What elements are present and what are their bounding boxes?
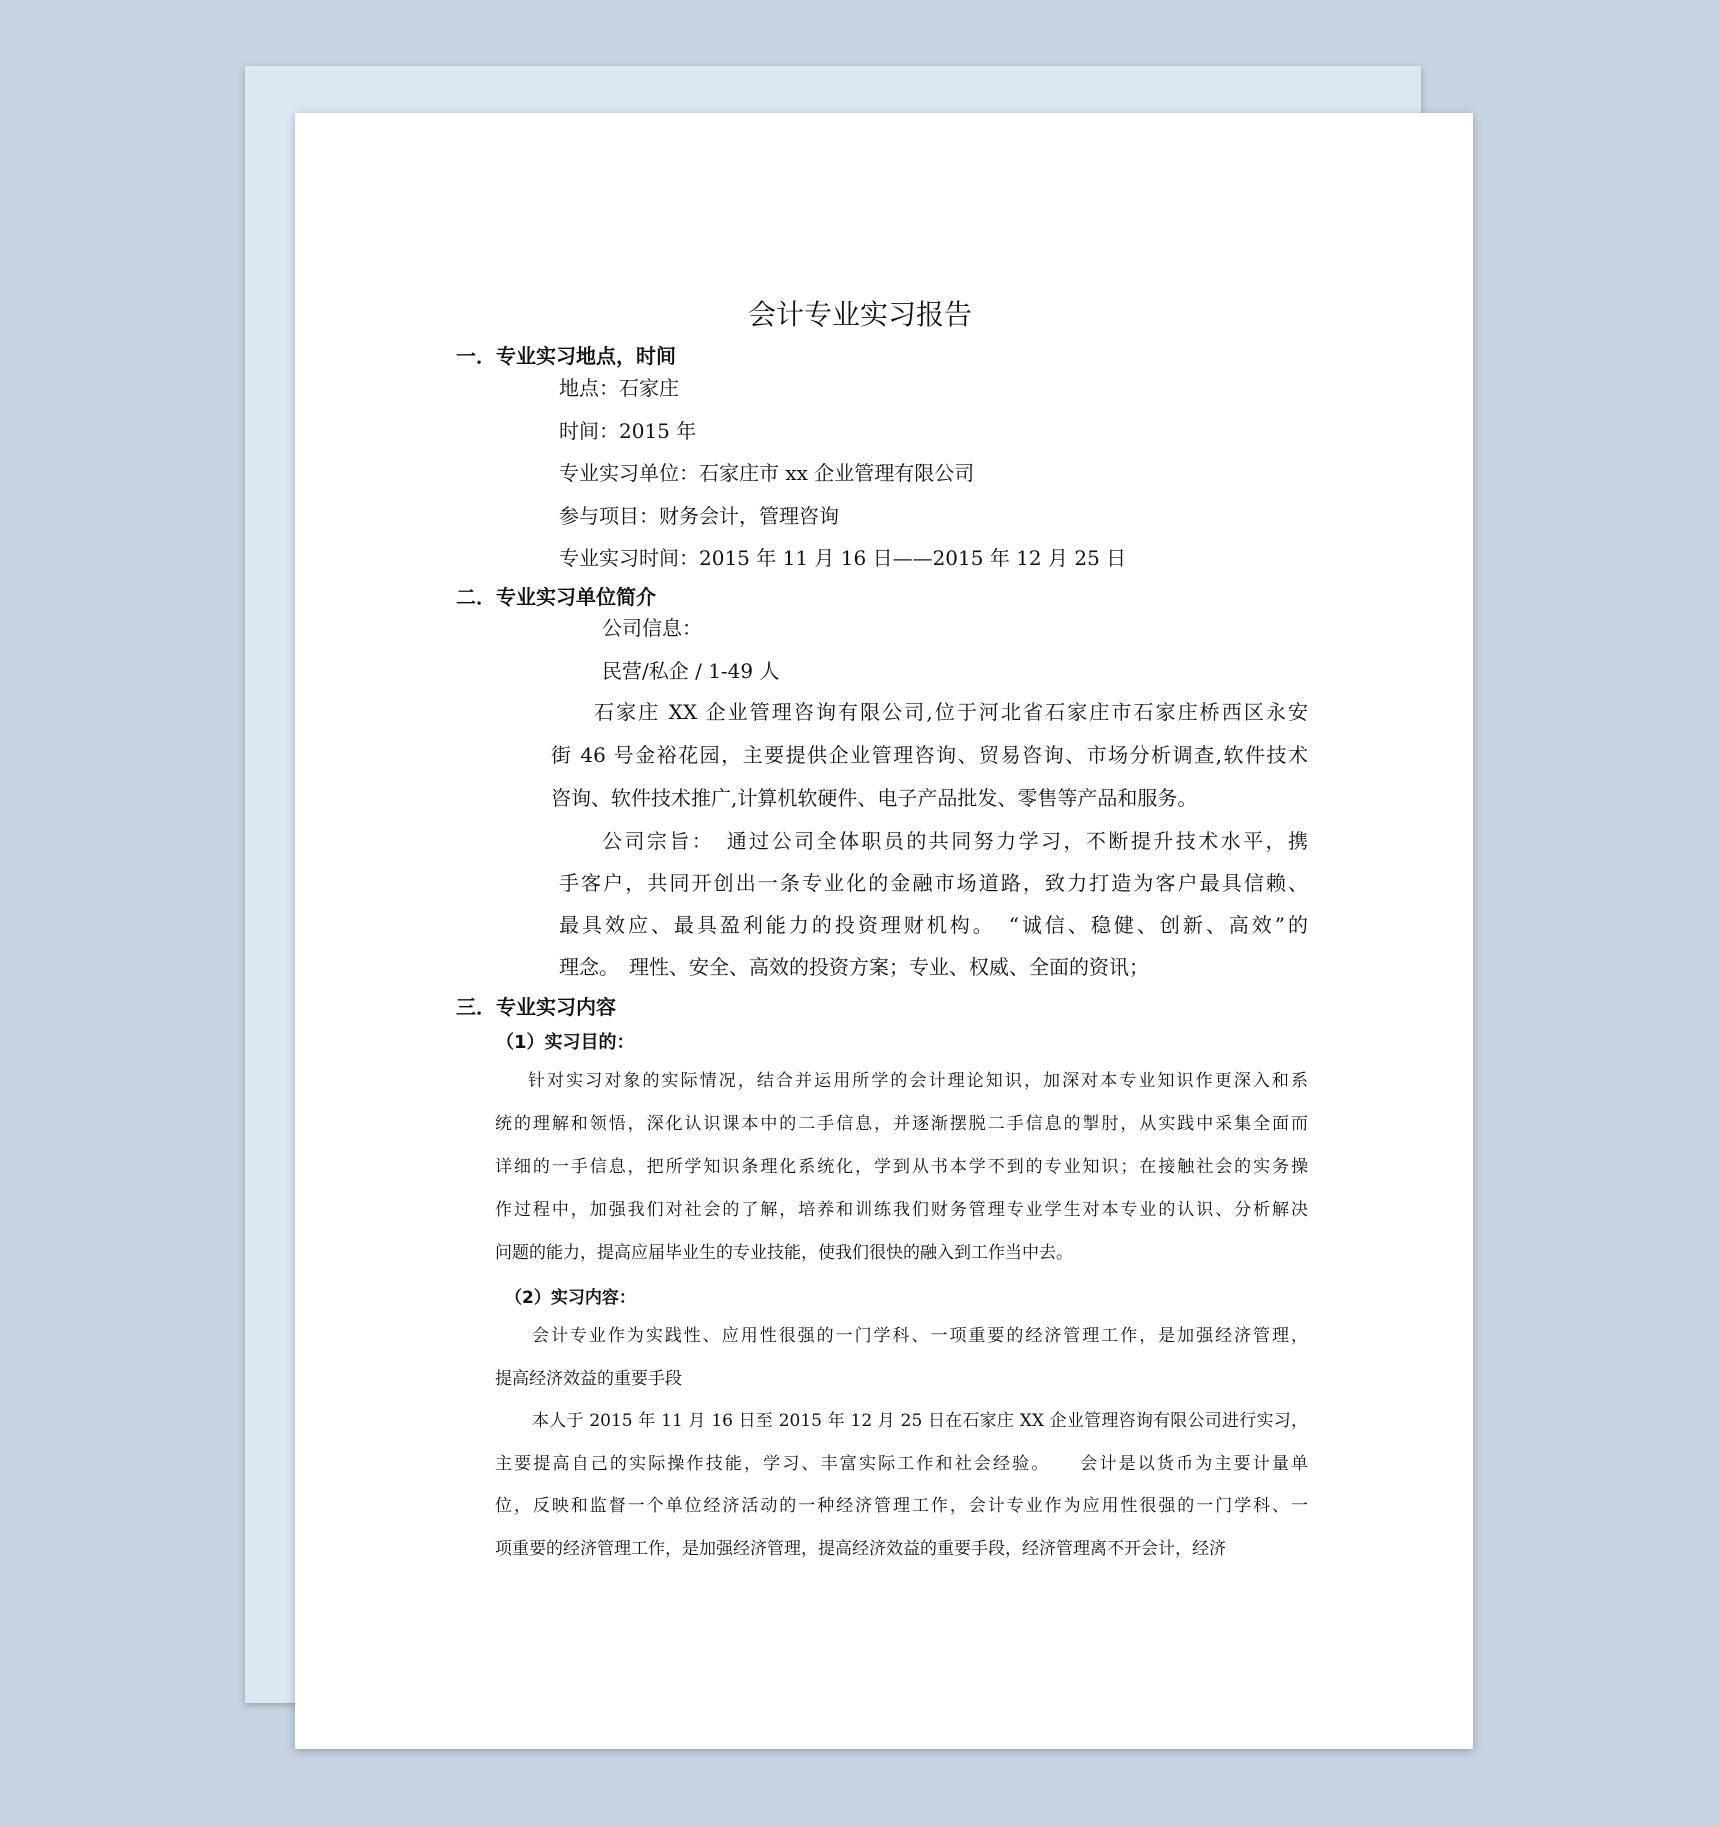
text-line: 街 46 号金裕花园，主要提供企业管理咨询、贸易咨询、市场分析调查,软件技术 (551, 743, 1308, 767)
company-description (551, 691, 1308, 820)
section-2-heading: 二．专业实习单位简介 (456, 585, 656, 609)
internship-content-paragraph-1 (495, 1315, 1308, 1401)
subsection-1-heading: （1）实习目的： (496, 1032, 635, 1053)
subsection-2-heading: （2）实习内容： (505, 1288, 636, 1308)
section-1-items (559, 367, 1319, 580)
text-line: 位，反映和监督一个单位经济活动的一种经济管理工作，会计专业作为应用性很强的一门学科、一 (495, 1496, 1308, 1517)
text-line: 专业实习单位：石家庄市 xx 企业管理有限公司 (559, 461, 975, 485)
document-title: 会计专业实习报告 (747, 298, 972, 331)
text-line: 会计专业作为实践性、应用性很强的一门学科、一项重要的经济管理工作，是加强经济管理， (532, 1326, 1308, 1346)
text-line: 参与项目：财务会计，管理咨询 (559, 503, 839, 528)
text-line: 针对实习对象的实际情况，结合并运用所学的会计理论知识，加深对本专业知识作更深入和系 (528, 1071, 1308, 1091)
internship-content-paragraph-2 (495, 1400, 1308, 1570)
text-line: 民营/私企 / 1-49 人 (602, 659, 780, 683)
text-line: 统的理解和领悟，深化认识课本中的二手信息，并逐渐摆脱二手信息的掣肘，从实践中采集全面而 (495, 1114, 1308, 1134)
company-info (602, 607, 1202, 693)
text-line: 专业实习时间：2015 年 11 月 16 日——2015 年 12 月 25 日 (559, 546, 1127, 570)
text-line: 最具效应、最具盈利能力的投资理财机构。 “诚信、稳健、创新、高效”的 (559, 913, 1308, 937)
text-line: 公司信息： (602, 616, 702, 640)
internship-purpose-paragraph (495, 1060, 1308, 1275)
text-line: 提高经济效益的重要手段 (495, 1369, 682, 1389)
text-line: 本人于 2015 年 11 月 16 日至 2015 年 12 月 25 日在石家庄 XX 企业管理咨询有限公司进行实习， (532, 1411, 1308, 1431)
text-line: 咨询、软件技术推广,计算机软硬件、电子产品批发、零售等产品和服务。 (551, 786, 1198, 810)
text-line: 公司宗旨： 通过公司全体职员的共同努力学习，不断提升技术水平，携 (602, 829, 1308, 853)
text-line: 详细的一手信息，把所学知识条理化系统化，学到从书本学不到的专业知识；在接触社会的实务操 (495, 1157, 1308, 1177)
text-line: 主要提高自己的实际操作技能，学习、丰富实际工作和社会经验。 会计是以货币为主要计量单 (495, 1453, 1308, 1474)
section-3-heading: 三．专业实习内容 (456, 995, 616, 1019)
company-purpose (559, 820, 1308, 988)
section-1-heading: 一．专业实习地点，时间 (456, 344, 676, 368)
text-line: 时间：2015 年 (559, 418, 697, 443)
text-line: 地点：石家庄 (559, 376, 679, 400)
text-line: 项重要的经济管理工作，是加强经济管理，提高经济效益的重要手段，经济管理离不开会计，经济 (495, 1538, 1226, 1559)
text-line: 作过程中，加强我们对社会的了解，培养和训练我们财务管理专业学生对本专业的认识、分析解决 (495, 1200, 1308, 1220)
text-line: 理念。 理性、安全、高效的投资方案；专业、权威、全面的资讯； (559, 955, 1149, 979)
text-line: 问题的能力，提高应届毕业生的专业技能，使我们很快的融入到工作当中去。 (495, 1243, 1073, 1263)
text-line: 手客户，共同开创出一条专业化的金融市场道路，致力打造为客户最具信赖、 (559, 871, 1308, 895)
text-line: 石家庄 XX 企业管理咨询有限公司,位于河北省石家庄市石家庄桥西区永安 (594, 700, 1308, 724)
